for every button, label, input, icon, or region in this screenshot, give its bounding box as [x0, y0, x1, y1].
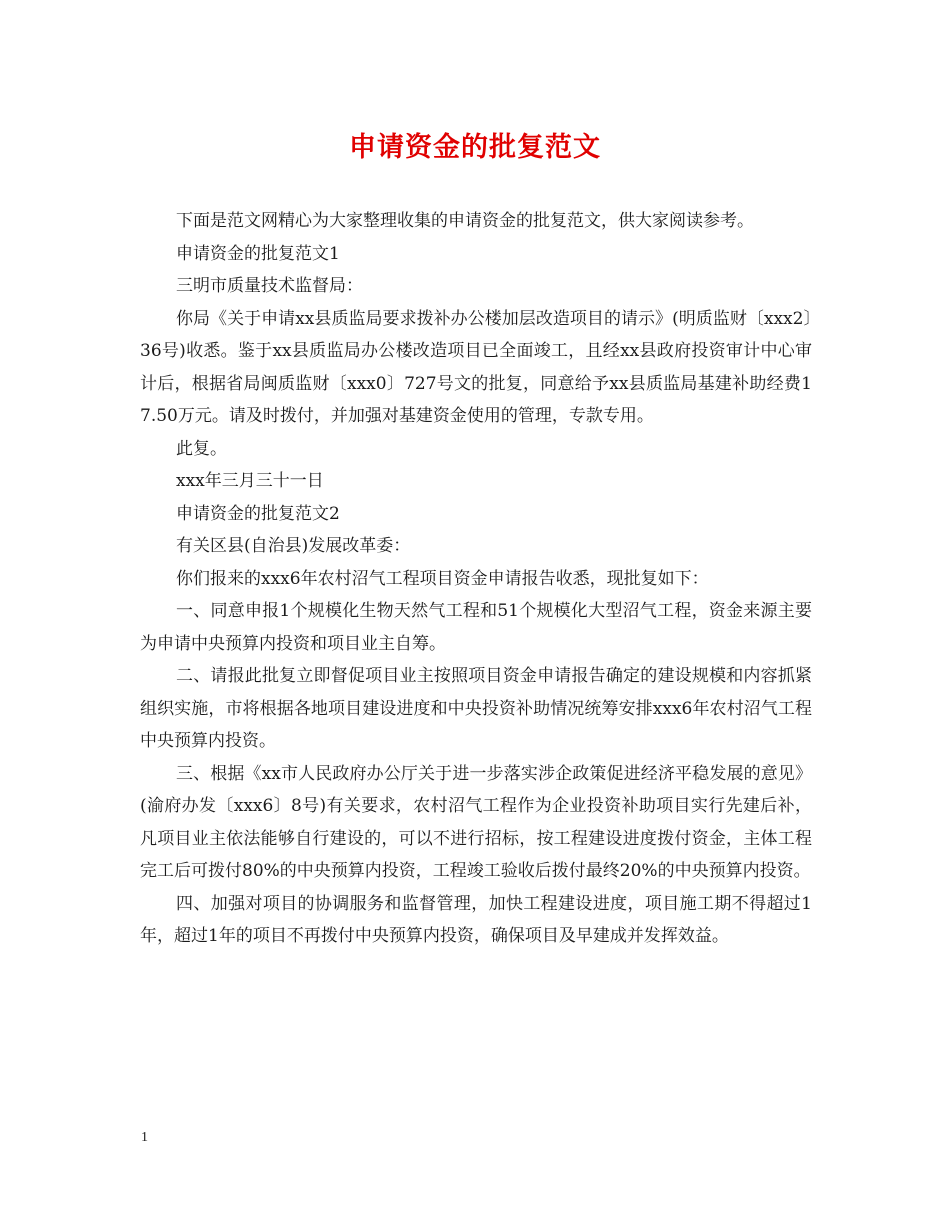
paragraph-heading-1: 申请资金的批复范文1 [176, 243, 340, 264]
paragraph-closing-1: 此复。 [176, 438, 227, 459]
paragraph-intro: 下面是范文网精心为大家整理收集的申请资金的批复范文，供大家阅读参考。 [176, 211, 754, 231]
paragraph-body-2: 你们报来的xxx6年农村沼气工程项目资金申请报告收悉，现批复如下： [176, 568, 709, 589]
paragraph-date-1: xxx年三月三十一日 [176, 471, 324, 491]
paragraph-addressee-2: 有关区县(自治县)发展改革委： [176, 536, 411, 556]
document-body [140, 205, 812, 953]
paragraph-item-1: 一、同意申报1个规模化生物天然气工程和51个规模化大型沼气工程，资金来源主要为申请中央预算内投资和项目业主自筹。 [140, 601, 812, 654]
paragraph-addressee-1: 三明市质量技术监督局： [176, 276, 363, 296]
paragraph-heading-2: 申请资金的批复范文2 [176, 503, 340, 524]
paragraph-item-4: 四、加强对项目的协调服务和监督管理，加快工程建设进度，项目施工期不得超过1年，超过1年的项目不再拨付中央预算内投资，确保项目及早建成并发挥效益。 [140, 893, 812, 946]
paragraph-item-3: 三、根据《xx市人民政府办公厅关于进一步落实涉企政策促进经济平稳发展的意见》(渝府办发〔xxx6〕8号)有关要求，农村沼气工程作为企业投资补助项目实行先建后补，凡项目业主依法能够自行建设的，可以不进行招标，按工程建设进度拨付资金，主体工程完工后可拨付80%的中央预算内投资，工程竣工验收后拨付最终20%的中央预算内投资。 [140, 763, 812, 881]
document-title: 申请资金的批复范文 [349, 132, 601, 163]
paragraph-body-1: 你局《关于申请xx县质监局要求拨补办公楼加层改造项目的请示》(明质监财〔xxx2〕36号)收悉。鉴于xx县质监局办公楼改造项目已全面竣工，且经xx县政府投资审计中心审计后，根据省局闽质监财〔xxx0〕727号文的批复，同意给予xx县质监局基建补助经费17.50万元。请及时拨付，并加强对基建资金使用的管理，专款专用。 [140, 308, 812, 426]
paragraph-item-2: 二、请报此批复立即督促项目业主按照项目资金申请报告确定的建设规模和内容抓紧组织实施，市将根据各地项目建设进度和中央投资补助情况统筹安排xxx6年农村沼气工程中央预算内投资。 [140, 666, 812, 751]
page-number: 1 [141, 1130, 148, 1145]
